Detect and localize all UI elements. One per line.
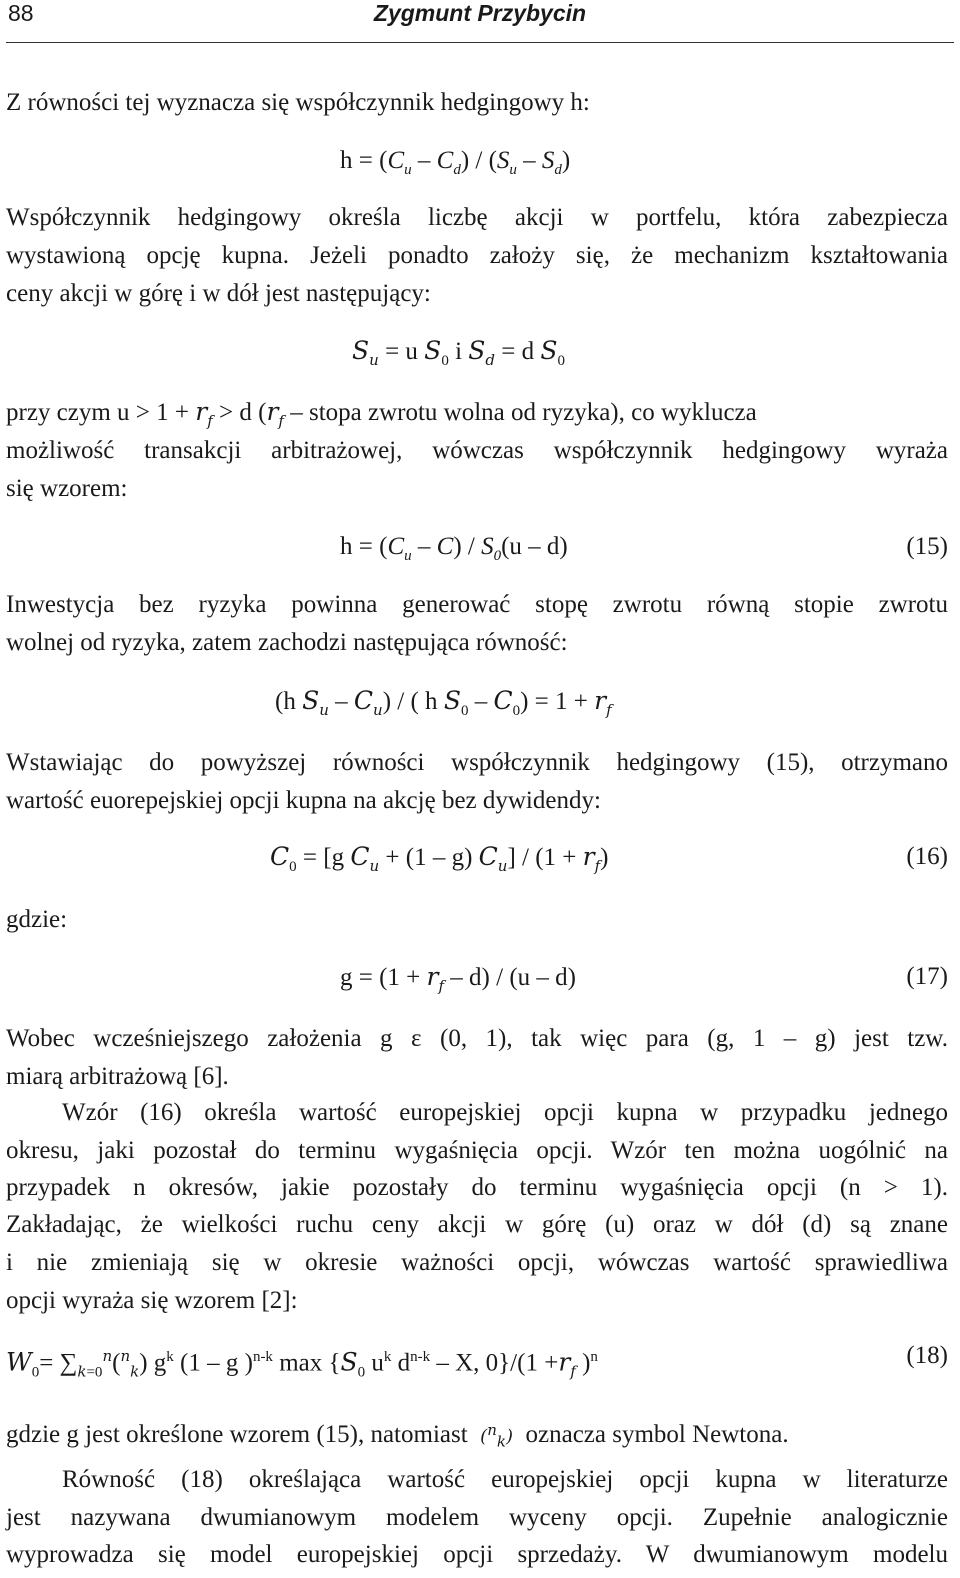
equation-number-18: (18) — [906, 1342, 948, 1369]
text-line: okresu, jaki pozostał do terminu wygaśnięcia opcji. Wzór ten można uogólnić na — [6, 1137, 948, 1164]
text-line: Inwestycja bez ryzyka powinna generować stopę zwrotu równą stopie zwrotu — [6, 591, 948, 618]
equation-17: $g = (1 + r_f - d) / (u - d)$ — [340, 962, 576, 995]
page-header — [0, 0, 960, 44]
text-line: i nie zmieniają się w okresie ważności opcji, wówczas wartość sprawiedliwa — [6, 1249, 948, 1276]
text-line: Równość (18) określająca wartość europejskiej opcji kupna w literaturze — [62, 1466, 948, 1493]
text-line: jest nazywana dwumianowym modelem wyceny opcji. Zupełnie analogicznie — [6, 1504, 948, 1531]
text-line: wyprowadza się model europejskiej opcji sprzedaży. W dwumianowym modelu — [6, 1541, 948, 1568]
equation-15: $h = (C_u - C) / S_0(u - d)$ — [340, 533, 568, 564]
text-line: się wzorem: — [6, 475, 128, 502]
text-line: Zakładając, że wielkości ruchu ceny akcji w górę (u) oraz w dół (d) są znane — [6, 1211, 948, 1238]
text-line: wolnej od ryzyka, zatem zachodzi następująca równość: — [6, 629, 568, 656]
text-line: wartość euorepejskiej opcji kupna na akcję bez dywidendy: — [6, 787, 601, 814]
text-line: przypadek n okresów, jakie pozostały do terminu wygaśnięcia opcji (n > 1). — [6, 1174, 948, 1201]
text-line: gdzie g jest określone wzorem (15), natomiast ($^n_k$) oznacza symbol Newtona. — [6, 1421, 789, 1451]
text-line: miarą arbitrażową [6]. — [6, 1063, 229, 1090]
equation-price-moves: $S_u = u$ $S_0$ i $S_d = d$ $S_0$ — [352, 336, 566, 369]
equation-number-17: (17) — [906, 963, 948, 990]
header-rule — [6, 42, 954, 43]
text-line: opcji wyraża się wzorem [2]: — [6, 1287, 298, 1314]
equation-18: $W_0= \sum_{k=0}^n(^n_k)$ $g^k$ (1 – g )$^{n-k}$ $\max \{S_0$ $u^k$ $d^{n-k}$ – X, $0\}/(1 +r_f$ )$^n$ — [6, 1347, 598, 1381]
equation-number-15: (15) — [906, 533, 948, 560]
text-line: Wstawiając do powyższej równości współczynnik hedgingowy (15), otrzymano — [6, 749, 948, 776]
text-line: przy czym $u > 1 + r_f > d$ ($r_f$ – stopa zwrotu wolna od ryzyka), co wyklucza — [6, 397, 757, 430]
text-line: gdzie: — [6, 906, 68, 933]
binomial-symbol: ($^n_k$) — [480, 1421, 513, 1451]
text-line: Wzór (16) określa wartość europejskiej opcji kupna w przypadku jednego — [62, 1099, 948, 1126]
equation-16: $C_0 = [g$ $C_u + (1 - g)$ $C_u] / (1 + r_f)$ — [270, 842, 609, 875]
equation-riskless-return: (h $S_u - C_u$) / ( h $S_0 - C_0) = 1 + r_f$ — [275, 686, 612, 719]
page-number: 88 — [8, 0, 34, 26]
text-line: wystawioną opcję kupna. Jeżeli ponadto założy się, że mechanizm kształtowania — [6, 242, 948, 269]
text-line: ceny akcji w górę i w dół jest następujący: — [6, 280, 431, 307]
running-head-author: Zygmunt Przybycin — [373, 0, 587, 26]
equation-hedge-ratio: $h = (C_u - C_d) / (S_u - S_d)$ — [340, 147, 571, 178]
text-line: możliwość transakcji arbitrażowej, wówczas współczynnik hedgingowy wyraża — [6, 437, 948, 464]
text-line: Wobec wcześniejszego założenia g ε (0, 1), tak więc para (g, 1 – g) jest tzw. — [6, 1025, 948, 1052]
text-line: Z równości tej wyznacza się współczynnik hedgingowy h: — [6, 89, 590, 116]
equation-number-16: (16) — [906, 843, 948, 870]
text-line: Współczynnik hedgingowy określa liczbę akcji w portfelu, która zabezpiecza — [6, 204, 948, 231]
